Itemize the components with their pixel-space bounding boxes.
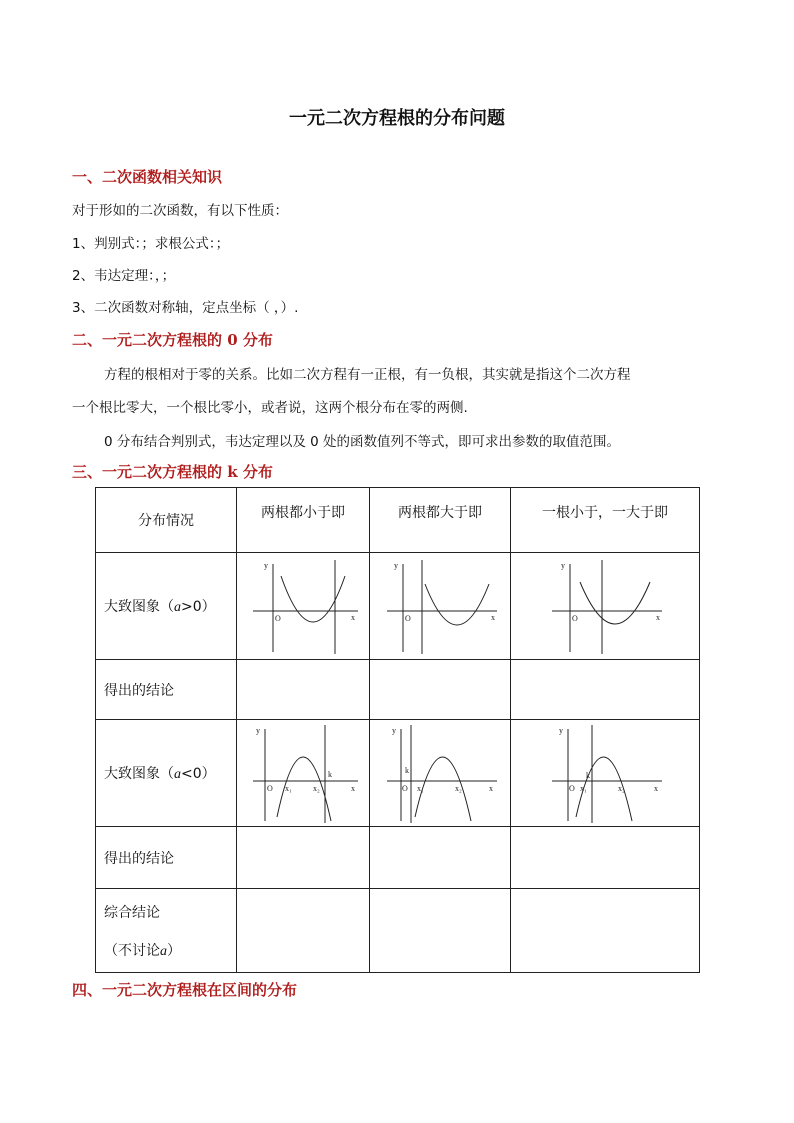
svg-text:x: x xyxy=(489,784,493,793)
svg-text:x₂: x₂ xyxy=(455,784,462,793)
empty-cell xyxy=(511,660,700,720)
section-heading-3: 三、一元二次方程根的 k 分布 xyxy=(72,463,273,481)
svg-text:x: x xyxy=(491,613,495,622)
svg-text:x: x xyxy=(656,613,660,622)
section-heading-1: 一、二次函数相关知识 xyxy=(72,168,223,186)
svg-text:x₁: x₁ xyxy=(417,784,424,793)
row-label-a-positive: 大致图象（a>0） xyxy=(96,553,237,660)
empty-cell xyxy=(370,660,511,720)
svg-text:O: O xyxy=(402,784,408,793)
empty-cell xyxy=(370,889,511,973)
empty-cell xyxy=(511,827,700,889)
empty-cell xyxy=(237,660,370,720)
graph-down-both-greater xyxy=(377,721,503,825)
header-cell: 一根小于，一大于即 xyxy=(511,488,700,553)
graph-cell xyxy=(237,720,370,827)
svg-text:x: x xyxy=(351,613,355,622)
svg-text:x₁: x₁ xyxy=(285,784,292,793)
empty-cell xyxy=(370,827,511,889)
svg-text:k: k xyxy=(405,766,409,775)
empty-cell xyxy=(511,889,700,973)
header-cell: 两根都小于即 xyxy=(237,488,370,553)
svg-text:x: x xyxy=(351,784,355,793)
header-cell: 分布情况 xyxy=(96,488,237,553)
row-label-conclusion: 得出的结论 xyxy=(96,827,237,889)
graph-cell xyxy=(370,553,511,660)
graph-cell xyxy=(511,720,700,827)
k-distribution-table xyxy=(95,487,700,973)
header-cell: 两根都大于即 xyxy=(370,488,511,553)
graph-down-both-less xyxy=(243,721,363,825)
text-line: 3、二次函数对称轴，定点坐标（ ，）. xyxy=(72,300,299,316)
summary-line-1: 综合结论 xyxy=(104,904,160,921)
svg-text:y: y xyxy=(561,561,565,570)
svg-text:y: y xyxy=(264,561,268,570)
page-title: 一元二次方程根的分布问题 xyxy=(289,108,505,129)
svg-text:O: O xyxy=(267,784,273,793)
text-line: 方程的根相对于零的关系。比如二次方程有一正根，有一负根，其实就是指这个二次方程 xyxy=(104,367,631,383)
row-label-conclusion: 得出的结论 xyxy=(96,660,237,720)
row-label-a-negative: 大致图象（a<0） xyxy=(96,720,237,827)
svg-text:k: k xyxy=(328,770,332,779)
graph-up-both-greater xyxy=(377,556,503,656)
text-line: 0 分布结合判别式，韦达定理以及 0 处的函数值列不等式，即可求出参数的取值范围。 xyxy=(104,434,621,450)
svg-text:y: y xyxy=(392,726,396,735)
section-heading-2: 二、一元二次方程根的 0 分布 xyxy=(72,331,273,349)
empty-cell xyxy=(237,827,370,889)
graph-cell xyxy=(237,553,370,660)
text-line: 1、判别式：；求根公式：； xyxy=(72,236,230,252)
svg-text:k: k xyxy=(586,771,590,780)
graph-cell xyxy=(370,720,511,827)
table-row xyxy=(96,889,700,973)
svg-text:y: y xyxy=(394,561,398,570)
svg-text:x₂: x₂ xyxy=(618,784,625,793)
table-row xyxy=(96,827,700,889)
table-row xyxy=(96,660,700,720)
svg-text:O: O xyxy=(572,614,578,623)
summary-line-2: （不讨论a） xyxy=(104,942,181,959)
svg-text:y: y xyxy=(256,726,260,735)
svg-text:x₂: x₂ xyxy=(313,784,320,793)
empty-cell xyxy=(237,889,370,973)
graph-up-one-each-side xyxy=(540,556,670,656)
graph-down-one-each-side xyxy=(540,721,670,825)
table-row xyxy=(96,553,700,660)
svg-text:O: O xyxy=(405,614,411,623)
text-line: 2、韦达定理：，； xyxy=(72,268,176,284)
graph-cell xyxy=(511,553,700,660)
svg-text:O: O xyxy=(569,784,575,793)
table-row xyxy=(96,720,700,827)
graph-up-both-less xyxy=(243,556,363,656)
row-label-summary xyxy=(96,889,237,973)
section-heading-4: 四、一元二次方程根在区间的分布 xyxy=(72,981,298,999)
text-line: 对于形如的二次函数，有以下性质： xyxy=(72,203,288,219)
svg-text:O: O xyxy=(275,614,281,623)
svg-text:x: x xyxy=(654,784,658,793)
svg-text:x₁: x₁ xyxy=(580,784,587,793)
text-line: 一个根比零大，一个根比零小，或者说，这两个根分布在零的两侧. xyxy=(72,400,468,416)
svg-text:y: y xyxy=(559,726,563,735)
table-row xyxy=(96,488,700,553)
